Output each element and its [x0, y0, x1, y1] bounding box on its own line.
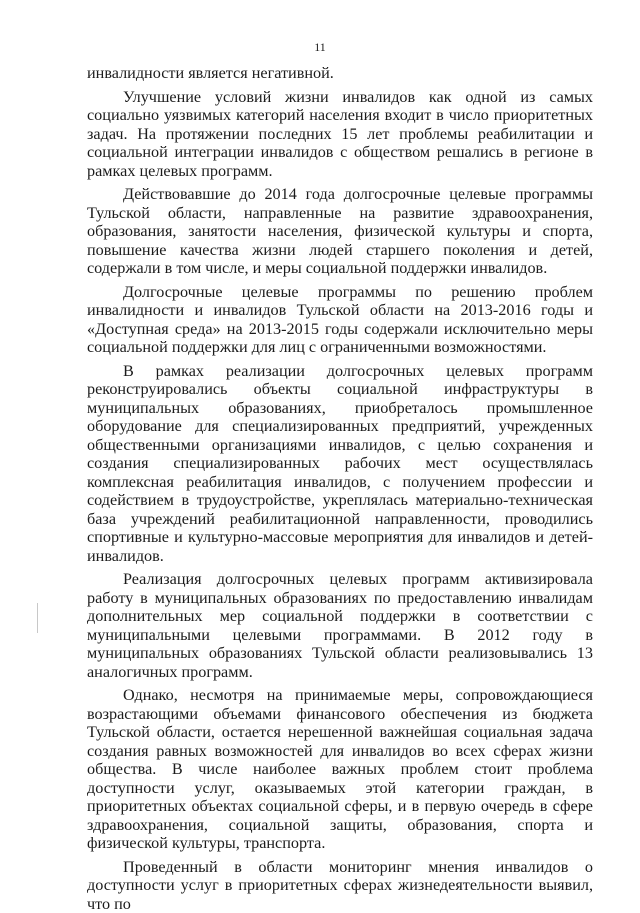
paragraph: Улучшение условий жизни инвалидов как одной из самых социально уязвимых категорий населения входит в число приоритетных задач. На протяжении последних 15 лет проблемы реабилитации и социальной интеграции инвалидов с обществом решались в регионе в рамках целевых программ. [87, 88, 593, 181]
paragraph: Действовавшие до 2014 года долгосрочные целевые программы Тульской области, направленные на развитие здравоохранения, образования, занятости населения, физической культуры и спорта, повышение качества жизни людей старшего поколения и детей, содержали в том числе, и меры социальной поддержки инвалидов. [87, 185, 593, 278]
page-number: 11 [0, 40, 640, 55]
paragraph-continuation: инвалидности является негативной. [87, 64, 593, 83]
paragraph: Реализация долгосрочных целевых программ активизировала работу в муниципальных образованиях по предоставлению инвалидам дополнительных мер социальной поддержки в соответствии с муниципальными целевыми программами. В 2012 году в муниципальных образованиях Тульской области реализовывались 13 аналогичных программ. [87, 570, 593, 681]
paragraph: В рамках реализации долгосрочных целевых программ реконструировались объекты социальной инфраструктуры в муниципальных образованиях, приобреталось промышленное оборудование для специализированных предприятий, учрежденных общественными организациями инвалидов, с целью сохранения и создания специализированных рабочих мест осуществлялась комплексная реабилитация инвалидов, с получением профессии и содействием в трудоустройстве, укреплялась материально-техническая база учреждений реабилитационной направленности, проводились спортивные и культурно-массовые мероприятия для инвалидов и детей-инвалидов. [87, 362, 593, 566]
paragraph: Проведенный в области мониторинг мнения инвалидов о доступности услуг в приоритетных сферах жизнедеятельности выявил, что по [87, 858, 593, 913]
paragraph: Долгосрочные целевые программы по решению проблем инвалидности и инвалидов Тульской области на 2013-2016 годы и «Доступная среда» на 2013-2015 годы содержали исключительно меры социальной поддержки для лиц с ограниченными возможностями. [87, 283, 593, 357]
paragraph: Однако, несмотря на принимаемые меры, сопровождающиеся возрастающими объемами финансового обеспечения из бюджета Тульской области, остается нерешенной важнейшая социальная задача создания равных возможностей для инвалидов во всех сферах жизни общества. В числе наиболее важных проблем стоит проблема доступности услуг, оказываемых этой категории граждан, в приоритетных объектах социальной сферы, и в первую очередь в сфере здравоохранения, социальной защиты, образования, спорта и физической культуры, транспорта. [87, 686, 593, 853]
body-text [87, 64, 593, 913]
scan-margin-mark [37, 603, 38, 633]
